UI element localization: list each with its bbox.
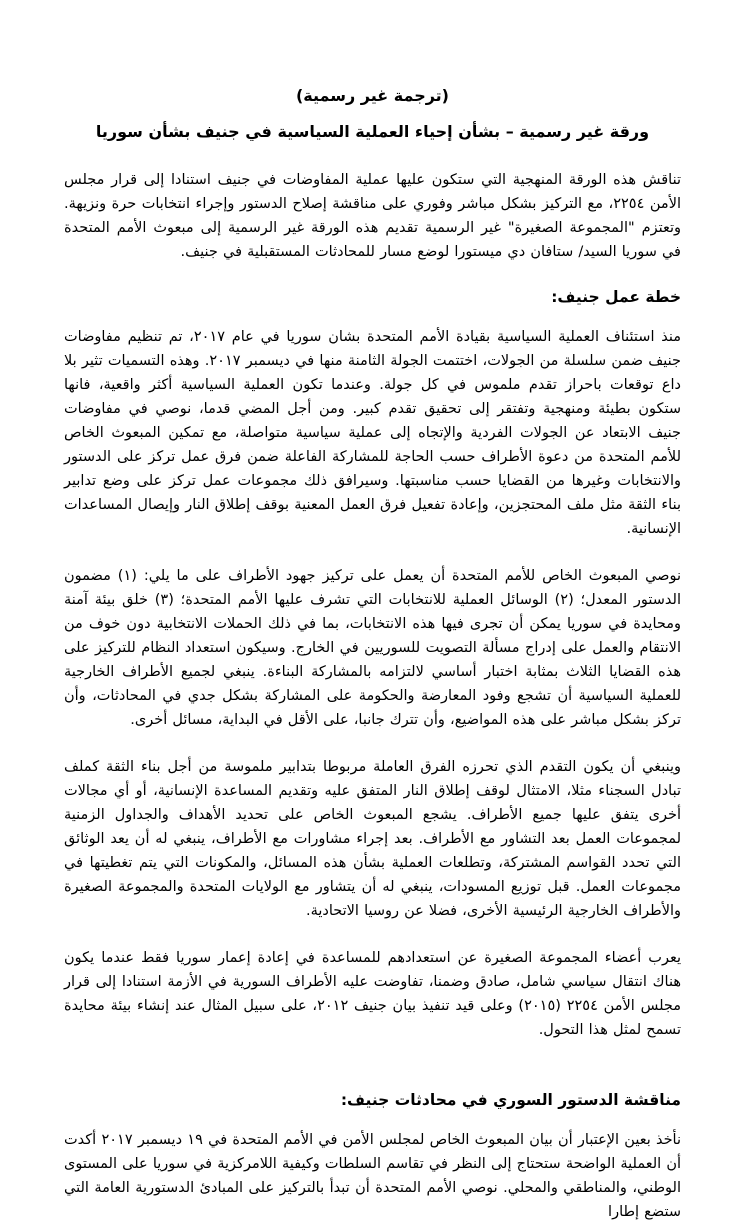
document-title: ورقة غير رسمية – بشأن إحياء العملية السياسية في جنيف بشأن سوريا	[95, 122, 650, 141]
translation-note: (ترجمة غير رسمية)	[295, 86, 449, 105]
section-heading-geneva-work-plan: خطة عمل جنيف:	[551, 288, 681, 306]
paragraph: يعرب أعضاء المجموعة الصغيرة عن استعدادهم للمساعدة في إعادة إعمار سوريا فقط عندما يكون هناك انتقال سياسي شامل، صادق وضمنا، تفاوضت عليه الأطراف السورية في الأزمة استنادا إلى قرار مجلس الأمن ٢٢٥٤ (٢٠١٥) وعلى قيد تنفيذ بيان جنيف ٢٠١٢، على سبيل المثال عند إنشاء بيئة محايدة تسمح لمثل هذا التحول.	[64, 950, 681, 1038]
intro-paragraph: تناقش هذه الورقة المنهجية التي ستكون عليها عملية المفاوضات في جنيف استنادا إلى قرار مجلس الأمن ٢٢٥٤، مع التركيز بشكل مباشر وفوري على مناقشة إصلاح الدستور وإجراء انتخابات حرة ونزيهة. وتعتزم "المجموعة الصغيرة" غير الرسمية تقديم هذه الورقة غير الرسمية إلى مبعوث الأمم المتحدة في سوريا السيد/ ستافان دي ميستورا لوضع مسار للمحادثات المستقبلية في جنيف.	[64, 172, 681, 260]
paragraph: وينبغي أن يكون التقدم الذي تحرزه الفرق العاملة مربوطا بتدابير ملموسة من أجل بناء الثقة كملف تبادل السجناء مثلا، الامتثال لوقف إطلاق النار المتفق عليه وتقديم المساعدة الإنسانية، أو أي مجالات أخرى يتفق عليها جميع الأطراف. يشجع المبعوث الخاص على تحديد الأهداف والجداول الزمنية لمجموعات العمل بعد التشاور مع الأطراف. بعد إجراء مشاورات مع الأطراف، ينبغي له أن يعد الوثائق التي تحدد القواسم المشتركة، وتطلعات العملية بشأن هذه المسائل، والمكونات التي يتم تغطيتها في مجموعات العمل. قبل توزيع المسودات، ينبغي له أن يتشاور مع الولايات المتحدة والمجموعة الصغيرة والأطراف الخارجية الرئيسية الأخرى، فضلا عن روسيا الاتحادية.	[64, 759, 681, 919]
paragraph: نأخذ بعين الإعتبار أن بيان المبعوث الخاص لمجلس الأمن في الأمم المتحدة في ١٩ ديسمبر ٢٠١٧ أكدت أن العملية الواضحة ستحتاج إلى النظر في تقاسم السلطات وكيفية اللامركزية في سوريا على المستوى الوطني، والمناطقي والمحلي. نوصي الأمم المتحدة أن تبدأ بالتركيز على المبادئ الدستورية العامة التي ستضع إطارا	[64, 1132, 681, 1220]
paragraph: منذ استئناف العملية السياسية بقيادة الأمم المتحدة بشان سوريا في عام ٢٠١٧، تم تنظيم مفاوضات جنيف ضمن سلسلة من الجولات، اختتمت الجولة الثامنة منها في ديسمبر ٢٠١٧. وهذه التسميات تثير بلا داع توقعات باحراز تقدم ملموس في كل جولة. وعندما تكون العملية السياسية أكثر واقعية، فانها ستكون بطيئة ومنهجية وتفتقر إلى تحقيق تقدم كبير. ومن أجل المضي قدما، نوصي في مفاوضات جنيف الابتعاد عن الجولات الفردية والإتجاه إلى عملية سياسية متواصلة، مع تمكين المبعوث الخاص للأمم المتحدة من دعوة الأطراف حسب الحاجة للمشاركة الفاعلة ضمن فرق عمل تركز على الدستور والانتخابات وغيرها من القضايا حسب مناسبتها. وسيرافق ذلك مجموعات عمل تركز على وضع تدابير بناء الثقة مثل ملف المحتجزين، وإعادة تفعيل فرق العمل المعنية بوقف إطلاق النار وإيصال المساعدات الإنسانية.	[64, 329, 681, 537]
section-heading-syrian-constitution: مناقشة الدستور السوري في محادثات جنيف:	[340, 1091, 681, 1109]
paragraph: نوصي المبعوث الخاص للأمم المتحدة أن يعمل على تركيز جهود الأطراف على ما يلي: (١) مضمون الدستور المعدل؛ (٢) الوسائل العملية للانتخابات التي تشرف عليها الأمم المتحدة؛ (٣) خلق بيئة آمنة ومحايدة في سوريا يمكن أن تجرى فيها هذه الانتخابات، بما في ذلك الحملات الانتخابية دون خوف من الانتقام والعمل على إدراج مسألة التصويت للسوريين في الخارج. وسيكون استعداد النظام للتركيز على هذه القضايا الثلاث بمثابة اختبار أساسي لالتزامه بالمشاركة البناءة. ينبغي لجميع الأطراف الخارجية للعملية السياسية أن تشجع وفود المعارضة والحكومة على المشاركة بشكل جدي في المحادثات، وأن تركز بشكل مباشر على هذه المواضيع، وأن تترك جانبا، على الأقل في البداية، مسائل أخرى.	[64, 568, 681, 728]
